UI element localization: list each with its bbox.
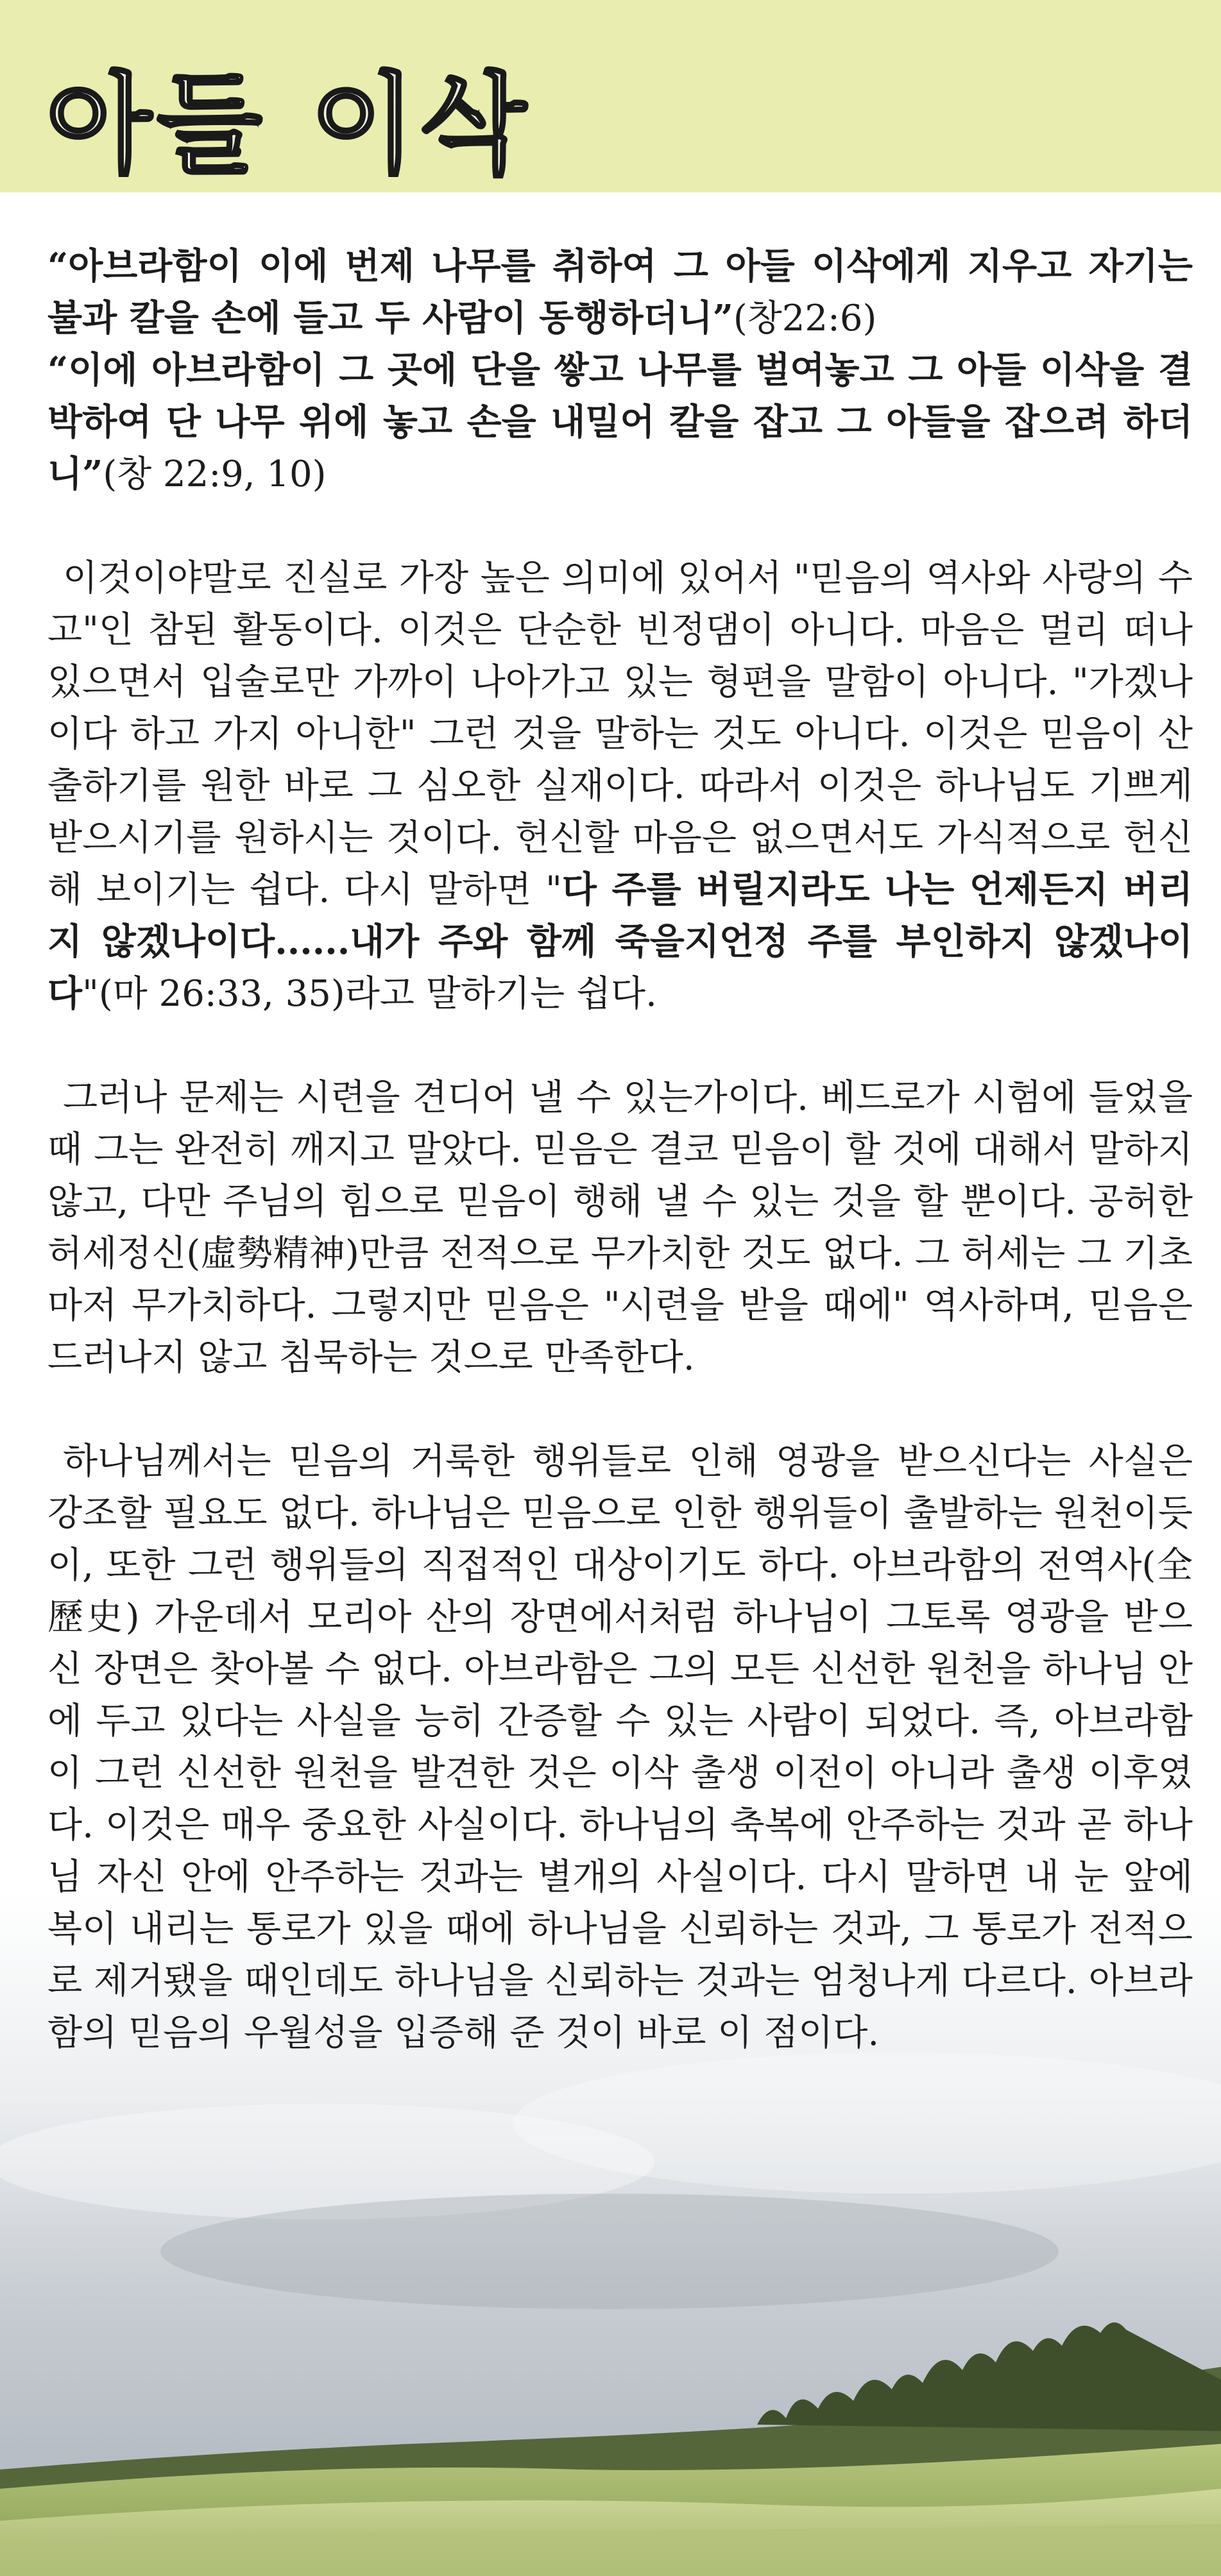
scripture-quote-1 (47, 241, 1193, 500)
paragraph-1 (47, 552, 1193, 1020)
paragraph-bold-quote: 다 주를 버릴지라도 나는 언제든지 버리지 않겠나이다......내가 주와 함께 죽을지언정 주를 부인하지 않겠나이다 (47, 869, 1193, 1015)
paragraph-text: 이것이야말로 진실로 가장 높은 의미에 있어서 "믿음의 역사와 사랑의 수고"인 참된 활동이다. 이것은 단순한 빈정댐이 아니다. 마음은 멀리 떠나 있으면서 입술로만 가까이 나아가고 있는 형편을 말함이 아니다. "가겠나이다 하고 가지 아니한" 그런 것을 말하는 것도 아니다. 이것은 믿음이 산출하기를 원한 바로 그 심오한 실재이다. 따라서 이것은 하나님도 기쁘게 받으시기를 원하시는 것이다. 헌신할 마음은 없으면서도 가식적으로 헌신해 보이기는 쉽다. 다시 말하면 " (47, 557, 1193, 911)
paragraph-3: 하나님께서는 믿음의 거룩한 행위들로 인해 영광을 받으신다는 사실은 강조할 필요도 없다. 하나님은 믿음으로 인한 행위들이 출발하는 원천이듯이, 또한 그런 행위들의 직접적인 대상이기도 하다. 아브라함의 전역사(全歷史) 가운데서 모리아 산의 장면에서처럼 하나님이 그토록 영광을 받으신 장면은 찾아볼 수 없다. 아브라함은 그의 모든 신선한 원천을 하나님 안에 두고 있다는 사실을 능히 간증할 수 있는 사람이 되었다. 즉, 아브라함이 그런 신선한 원천을 발견한 것은 이삭 출생 이전이 아니라 출생 이후였다. 이것은 매우 중요한 사실이다. 하나님의 축복에 안주하는 것과 곧 하나님 자신 안에 안주하는 것과는 별개의 사실이다. 다시 말하면 내 눈 앞에 복이 내리는 통로가 있을 때에 하나님을 신뢰하는 것과, 그 통로가 전적으로 제거됐을 때인데도 하나님을 신뢰하는 것과는 엄청나게 다르다. 아브라함의 믿음의 우월성을 입증해 준 것이 바로 이 점이다. (47, 1441, 1193, 2054)
quote-reference: (창 22:9, 10) (103, 453, 327, 495)
paragraph-2: 그러나 문제는 시련을 견디어 낼 수 있는가이다. 베드로가 시험에 들었을 때 그는 완전히 깨지고 말았다. 믿음은 결코 믿음이 할 것에 대해서 말하지 않고, 다만 주님의 힘으로 믿음이 행해 낼 수 있는 것을 할 뿐이다. 공허한 허세정신(虛勢精神)만큼 전적으로 무가치한 것도 없다. 그 허세는 그 기초마저 무가치하다. 그렇지만 믿음은 "시련을 받을 때에" 역사하며, 믿음은 드러나지 않고 침묵하는 것으로 만족한다. (47, 1077, 1193, 1378)
article-body (47, 241, 1193, 2059)
paragraph-text: "(마 26:33, 35)라고 말하기는 쉽다. (82, 973, 657, 1015)
page-title: 아들 이삭 (46, 62, 532, 189)
quote-text: “아브라함이 이에 번제 나무를 취하여 그 아들 이삭에게 지우고 자기는 불과 칼을 손에 들고 두 사람이 동행하더니” (47, 245, 1193, 339)
quote-text: “이에 아브라함이 그 곳에 단을 쌓고 나무를 벌여놓고 그 아들 이삭을 결박하여 단 나무 위에 놓고 손을 내밀어 칼을 잡고 그 아들을 잡으려 하더니” (47, 349, 1193, 495)
quote-reference: (창22:6) (733, 298, 877, 339)
